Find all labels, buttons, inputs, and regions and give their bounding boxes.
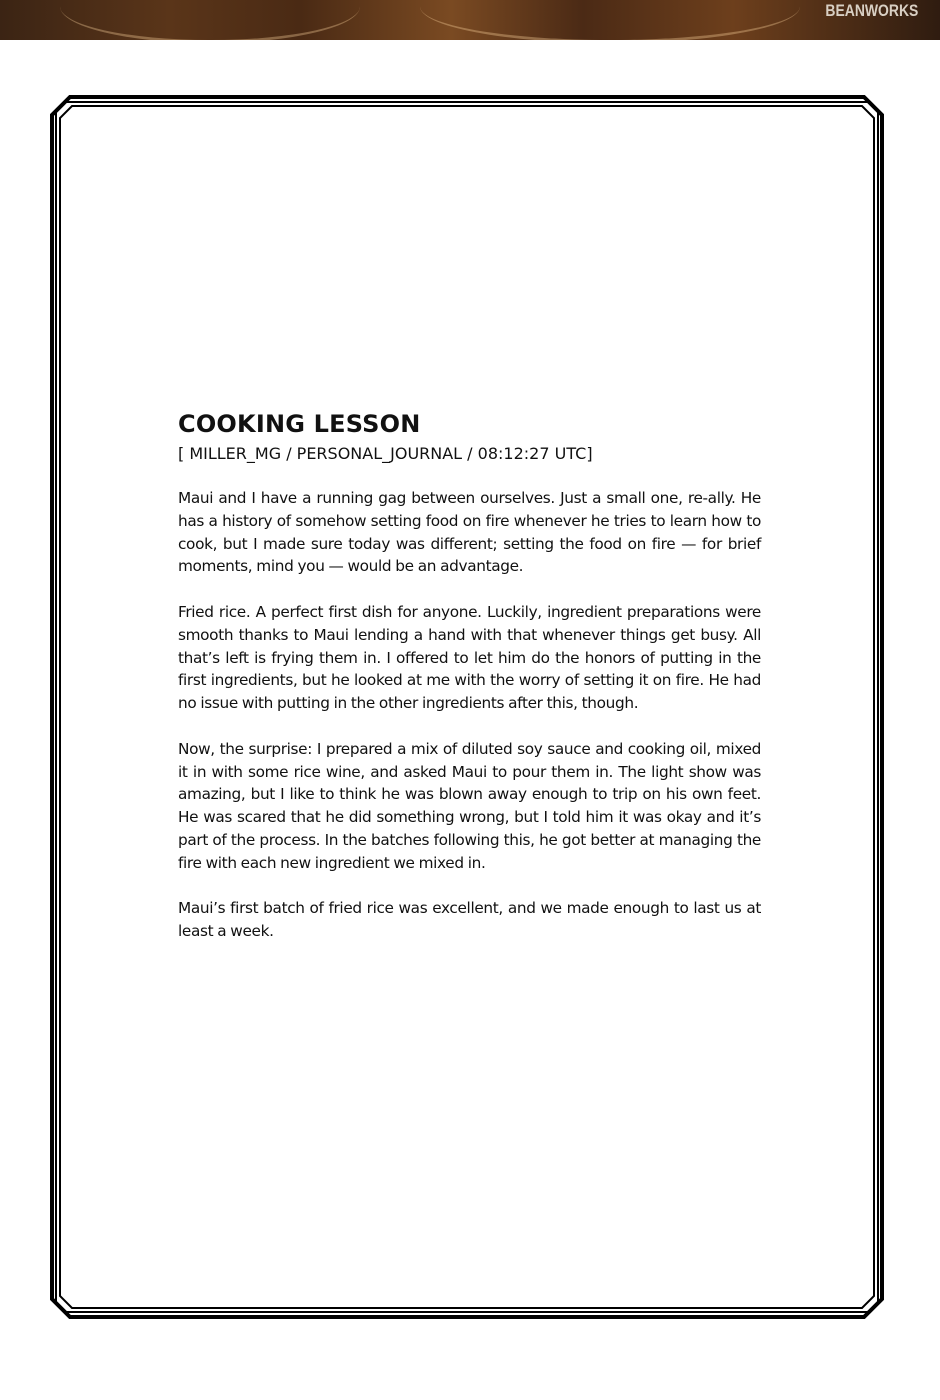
top-banner xyxy=(0,0,940,40)
banner-swoosh-decoration xyxy=(60,0,360,40)
entry-title: COOKING LESSON xyxy=(178,410,421,438)
banner-swoosh-decoration xyxy=(420,0,800,40)
entry-paragraph: Fried rice. A perfect first dish for anyone. Luckily, ingredient preparations were smooth thanks to Maui lending a hand with that whenever things get busy. All that’s left is frying them in. I offered to let him do the honors of putting in the first ingredients, but he looked at me with the worry of setting it on fire. He had no issue with putting in the other ingredients after this, though. xyxy=(178,602,761,713)
journal-entry xyxy=(178,408,761,943)
entry-paragraph: Maui’s first batch of fried rice was excellent, and we made enough to last us at least a week. xyxy=(178,899,761,941)
entry-body xyxy=(178,487,761,943)
entry-meta: [ MILLER_MG / PERSONAL_JOURNAL / 08:12:27 UTC] xyxy=(178,444,593,463)
entry-paragraph: Now, the surprise: I prepared a mix of diluted soy sauce and cooking oil, mixed it in with some rice wine, and asked Maui to pour them in. The light show was amazing, but I like to think he was blown away enough to trip on his own feet. He was scared that he did something wrong, but I told him it was okay and it’s part of the process. In the batches following this, he got better at managing the fire with each new ingredient we mixed in. xyxy=(178,739,761,872)
brand-logo: BEANWORKS xyxy=(825,1,918,20)
entry-paragraph: Maui and I have a running gag between ourselves. Just a small one, re-ally. He has a history of somehow setting food on fire whenever he tries to learn how to cook, but I made sure today was different; setting the food on fire — for brief moments, mind you — would be an advantage. xyxy=(178,489,761,576)
